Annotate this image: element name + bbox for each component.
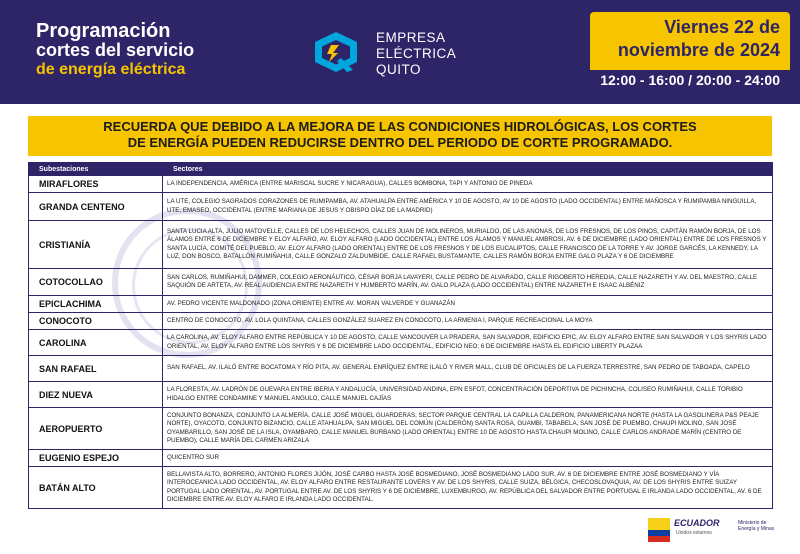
table-row <box>29 330 773 356</box>
table-row <box>29 450 773 467</box>
sector-list: SANTA LUCIA ALTA, JULIO MATOVELLE, CALLES DE LOS HELECHOS, CALLES JUAN DE MOLINEROS, MURIALDO, DE LAS ANONAS, DE LOS FRESNOS, DE LOS PINOS, CAPITÁN RAMÓN BORJA, DE LOS ÁLAMOS ENTRE 6 DE DICIEMBRE Y ELOY ALFARO, AV. ELOY ALFARO (LADO OCCIDENTAL) ENTRE LOS ÁLAMOS Y MANUEL AMBROSI, AV. 6 DE DICIEMBRE (LADO ORIENTAL) ENTRE DE LOS FRESNOS Y SANTA LUCÍA, COMITÉ DEL PUEBLO, AV. ELOY ALFARO (LADO ORIENTAL) ENTRE DE LOS FRESNOS Y DE LOS EUCALIPTOS, CALLE FRANCISCO DE LA TORRE Y AV. JORGE GARCÉS, LA KENNEDY, LA LUZ, DON BOSCO, BATALLÓN RUMIÑAHUI, CALLE GONZALO ZALDUMBIDE, CALLE RAFAEL BUSTAMANTE, CALLES RAMÓN BORJA ENTRE GALO PLAZA Y 6 DE DICIEMBRE <box>163 221 773 269</box>
table-row <box>29 313 773 330</box>
brand-line-3: QUITO <box>376 62 422 77</box>
sector-list: LA CAROLINA, AV. ELOY ALFARO ENTRE REPÚBLICA Y 10 DE AGOSTO, CALLE VANCOUVER LA PRADERA, SAN SALVADOR, EDIFICIO EPIC, AV. ELOY ALFARO ENTRE SAN SALVADOR Y LOS SHYRIS LADO ORIENTAL, AV. ELOY ALFARO ENTRE LOS SHYRIS Y 6 DE DICIEMBRE LADO OCCIDENTAL, EDIFICIO NEO; 6 DE DICIEMBRE HASTA EL EDIFICIO LIBERTY PLAZAA <box>163 330 773 356</box>
company-name <box>376 30 456 78</box>
sector-list: BELLAVISTA ALTO, BORRERO, ANTONIO FLORES JIJÓN, JOSÉ CARBO HASTA JOSÉ BOSMEDIANO, JOSÉ BOSMEDIANO LADO SUR, AV. 6 DE DICIEMBRE ENTRE JOSÉ BOSMEDIANO Y VÍA INTEROCEANICA LADO OCCIDENTAL, AV. ELOY ALFARO ENTRE RESTAURANTE LOVERS Y AV. DE LOS SHYRIS, CALLE SUIZA, BÉLGICA, CHECOSLOVAQUIA, AV. DE LOS SHYRIS ENTRE SUIZAY PORTUGAL LADO ORIENTAL, AV. PORTUGAL ENTRE AV. DE LOS SHYRIS Y 6 DE DICIEMBRE, LUXEMBURGO, AV. REPÚBLICA DEL SALVADOR ENTRE PORTUGAL E IRLANDA LADO OCCIDENTAL, AV. 6 DE DICIEMBRE ENTRE AV. ELOY ALFARO E IRLANDA LADO OCCIDENTAL. <box>163 467 773 509</box>
table-row <box>29 467 773 509</box>
header-banner <box>0 0 800 104</box>
title-line-3: de energía eléctrica <box>36 61 186 78</box>
substation-name: MIRAFLORES <box>29 176 163 193</box>
brand-line-1: EMPRESA <box>376 30 446 45</box>
table-row <box>29 408 773 450</box>
substation-name: SAN RAFAEL <box>29 356 163 382</box>
substation-name: COTOCOLLAO <box>29 269 163 296</box>
sector-list: QUICENTRO SUR <box>163 450 773 467</box>
notice-line-2: DE ENERGÍA PUEDEN REDUCIRSE DENTRO DEL PERIODO DE CORTE PROGRAMADO. <box>127 135 673 150</box>
sector-list: AV. PEDRO VICENTE MALDONADO (ZONA ORIENTE) ENTRE AV. MORAN VALVERDE Y GUANAZÁN <box>163 296 773 313</box>
slogan: Unidos estamos <box>676 530 712 536</box>
title-line-1: Programación <box>36 20 171 42</box>
sector-list: SAN CARLOS, RUMIÑAHUI, DAMMER, COLEGIO AERONÁUTICO, CÉSAR BORJA LAVAYERI, CALLE PEDRO DE ALVARADO, CALLE RIGOBERTO HEREDIA, CALLE NAZARETH Y AV. DEL MAESTRO, CALLE SAQUIÓN DE ARTETA, AV. REAL AUDIENCIA ENTRE NAZARETH Y HUMBERTO MARÍN, AV. GALO PLAZA (LADO OCCIDENTAL) ENTRE NAZARETH E ISAAC ALBÉNIZ <box>163 269 773 296</box>
table-row <box>29 176 773 193</box>
header-substations: Subestaciones <box>29 163 163 176</box>
table-row <box>29 356 773 382</box>
notice-line-1: RECUERDA QUE DEBIDO A LA MEJORA DE LAS CONDICIONES HIDROLÓGICAS, LOS CORTES <box>103 119 697 134</box>
program-title <box>36 22 194 79</box>
date-line-1: Viernes 22 de <box>664 17 780 37</box>
government-logo <box>648 516 778 546</box>
country-name: ECUADOR <box>674 518 720 528</box>
table-header-row <box>29 163 773 176</box>
ecuador-flag-icon <box>648 518 670 542</box>
substation-name: GRANDA CENTENO <box>29 193 163 221</box>
table-row <box>29 296 773 313</box>
date-line-2: noviembre de 2024 <box>617 40 780 60</box>
substation-name: CRISTIANÍA <box>29 221 163 269</box>
sector-list: CONJUNTO BONANZA, CONJUNTO LA ALMERÍA, CALLE JOSÉ MIGUEL GUARDERAS, SECTOR PARQUE CENTRAL LA CAPILLA CALDERON, PANAMERICANA NORTE (HASTA LA GASOLINERA P&S PEAJE NORTE), OYACOTO, CONJUNTO BIZANCIO, CALLE ATAHUALPA, SAN MIGUEL DEL COMÚN (CALDERÓN) SANTA ROSA, GUAMBI, TABABELA, SAN JOSÉ DE PUEMBO, CHAUPI MOLINO, SAN JOSÉ OYAMBARILLO, SAN JOSÉ DE LA ISLA, OYAMBARO, CALLE MANUEL BURBANO (LADO ORIENTAL) ENTRE 10 DE AGOSTO HASTA CHAUPI MOLINO, CALLE CARLOS ANDRADE MARÍN (CENTRO DE PUEMBO), CALLE MARÍA DEL CARMEN ARIZALA <box>163 408 773 450</box>
time-slots: 12:00 - 16:00 / 20:00 - 24:00 <box>600 72 780 88</box>
sector-list: LA FLORESTA, AV. LADRÓN DE GUEVARA ENTRE IBERIA Y ANDALUCÍA, UNIVERSIDAD ANDINA, EPN ESFOT, CONCENTRACIÓN DEPORTIVA DE PICHINCHA, COLISEO RUMIÑAHUI, CALLE TORIBIO HIDALGO ENTRE CONDAMINE Y MANUEL ANGULO, CALLE MANUEL CAJÍAS <box>163 382 773 408</box>
date-box <box>590 12 790 70</box>
sector-list: LA UTE, COLEGIO SAGRADOS CORAZONES DE RUMIPAMBA, AV. ATAHUALPA ENTRE AMÉRICA Y 10 DE AGOSTO, AV 10 DE AGOSTO (LADO OCCIDENTAL) ENTRE MAÑOSCA Y RUMIPAMBA NINGUILLA, UTE, EMASEO, OCCIDENTAL (ENTRE MARIANA DE JESUS Y OBISPO DÍAZ DE LA MADRID) <box>163 193 773 221</box>
table-row <box>29 382 773 408</box>
sector-list: SAN RAFAEL, AV. ILALÓ ENTRE BOCATOMA Y RÍO PITA, AV. GENERAL ENRÍQUEZ ENTRE ILALÓ Y RIVER MALL, CLUB DE OFICIALES DE LA FUERZA TERRESTRE, SAN PEDRO DE TABOADA, CAPELO <box>163 356 773 382</box>
company-logo-icon <box>307 28 365 76</box>
substation-name: DIEZ NUEVA <box>29 382 163 408</box>
header-sectors: Sectores <box>163 163 773 176</box>
substation-name: CONOCOTO <box>29 313 163 330</box>
schedule-table <box>28 162 773 509</box>
table-row <box>29 269 773 296</box>
sector-list: CENTRO DE CONOCOTO, AV. LOLA QUINTANA, CALLES GONZÁLEZ SUAREZ EN CONOCOTO, LA ARMENIA I, PARQUE RECREACIONAL LA MOYA <box>163 313 773 330</box>
brand-line-2: ELÉCTRICA <box>376 46 457 61</box>
substation-name: BATÁN ALTO <box>29 467 163 509</box>
title-line-2: cortes del servicio <box>36 40 195 60</box>
substation-name: AEROPUERTO <box>29 408 163 450</box>
notice-banner <box>28 116 772 156</box>
table-row <box>29 221 773 269</box>
sector-list: LA INDEPENDENCIA, AMÉRICA (ENTRE MARISCAL SUCRE Y NICARAGUA), CALLES BOMBONA, TAPI Y ANTONIO DE PINEDA <box>163 176 773 193</box>
ministry-name: Ministerio de Energía y Minas <box>738 520 775 532</box>
table-row <box>29 193 773 221</box>
substation-name: EUGENIO ESPEJO <box>29 450 163 467</box>
substation-name: EPICLACHIMA <box>29 296 163 313</box>
substation-name: CAROLINA <box>29 330 163 356</box>
